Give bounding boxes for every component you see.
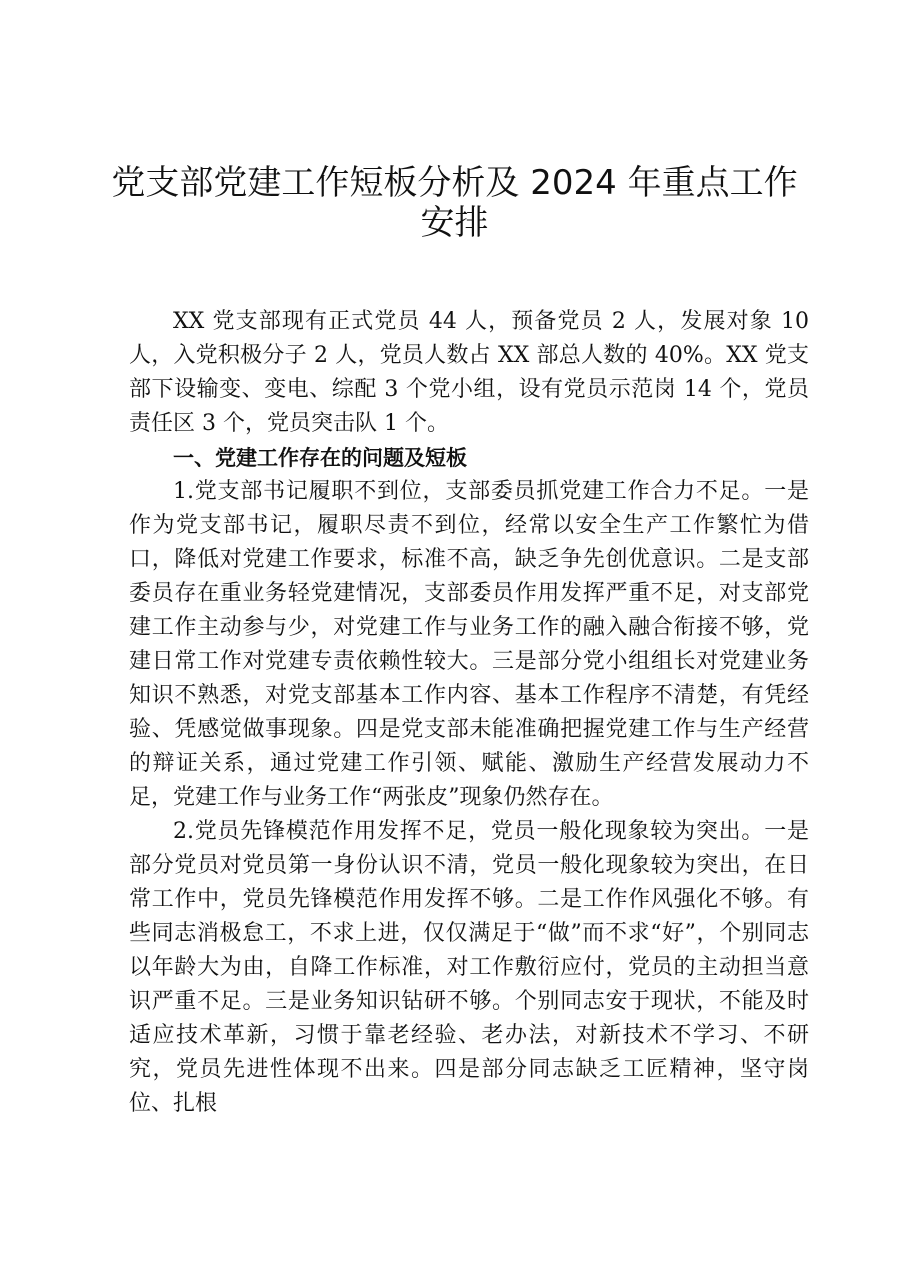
section-heading: 一、党建工作存在的问题及短板 [173,446,467,470]
problem-item-2: 2.党员先锋模范作用发挥不足，党员一般化现象较为突出。一是部分党员对党员第一身份认识不清，党员一般化现象较为突出，在日常工作中，党员先锋模范作用发挥不够。二是工作作风强化不够。有些同志消极怠工，不求上进，仅仅满足于“做”而不求“好”，个别同志以年龄大为由，自降工作标准，对工作敷衍应付，党员的主动担当意识严重不足。三是业务知识钻研不够。个别同志安于现状，不能及时适应技术革新，习惯于靠老经验、老办法，对新技术不学习、不研究，党员先进性体现不出来。四是部分同志缺乏工匠精神，坚守岗位、扎根 [129,819,809,1116]
document-title-line-1: 党支部党建工作短板分析及 2024 年重点工作 [111,163,798,203]
intro-paragraph: XX 党支部现有正式党员 44 人，预备党员 2 人，发展对象 10 人，入党积极分子 2 人，党员人数占 XX 部总人数的 40%。XX 党支部下设输变、变电、综配 3 个党小组，设有党员示范岗 14 个，党员责任区 3 个，党员突击队 1 个。 [129,309,809,436]
problem-item-1: 1.党支部书记履职不到位，支部委员抓党建工作合力不足。一是作为党支部书记，履职尽责不到位，经常以安全生产工作繁忙为借口，降低对党建工作要求，标准不高，缺乏争先创优意识。二是支部委员存在重业务轻党建情况，支部委员作用发挥严重不足，对支部党建工作主动参与少，对党建工作与业务工作的融入融合衔接不够，党建日常工作对党建专责依赖性较大。三是部分党小组组长对党建业务知识不熟悉，对党支部基本工作内容、基本工作程序不清楚，有凭经验、凭感觉做事现象。四是党支部未能准确把握党建工作与生产经营的辩证关系，通过党建工作引领、赋能、激励生产经营发展动力不足，党建工作与业务工作“两张皮”现象仍然存在。 [129,479,809,810]
document-body [129,305,809,1121]
document-title-line-2: 安排 [420,203,489,243]
